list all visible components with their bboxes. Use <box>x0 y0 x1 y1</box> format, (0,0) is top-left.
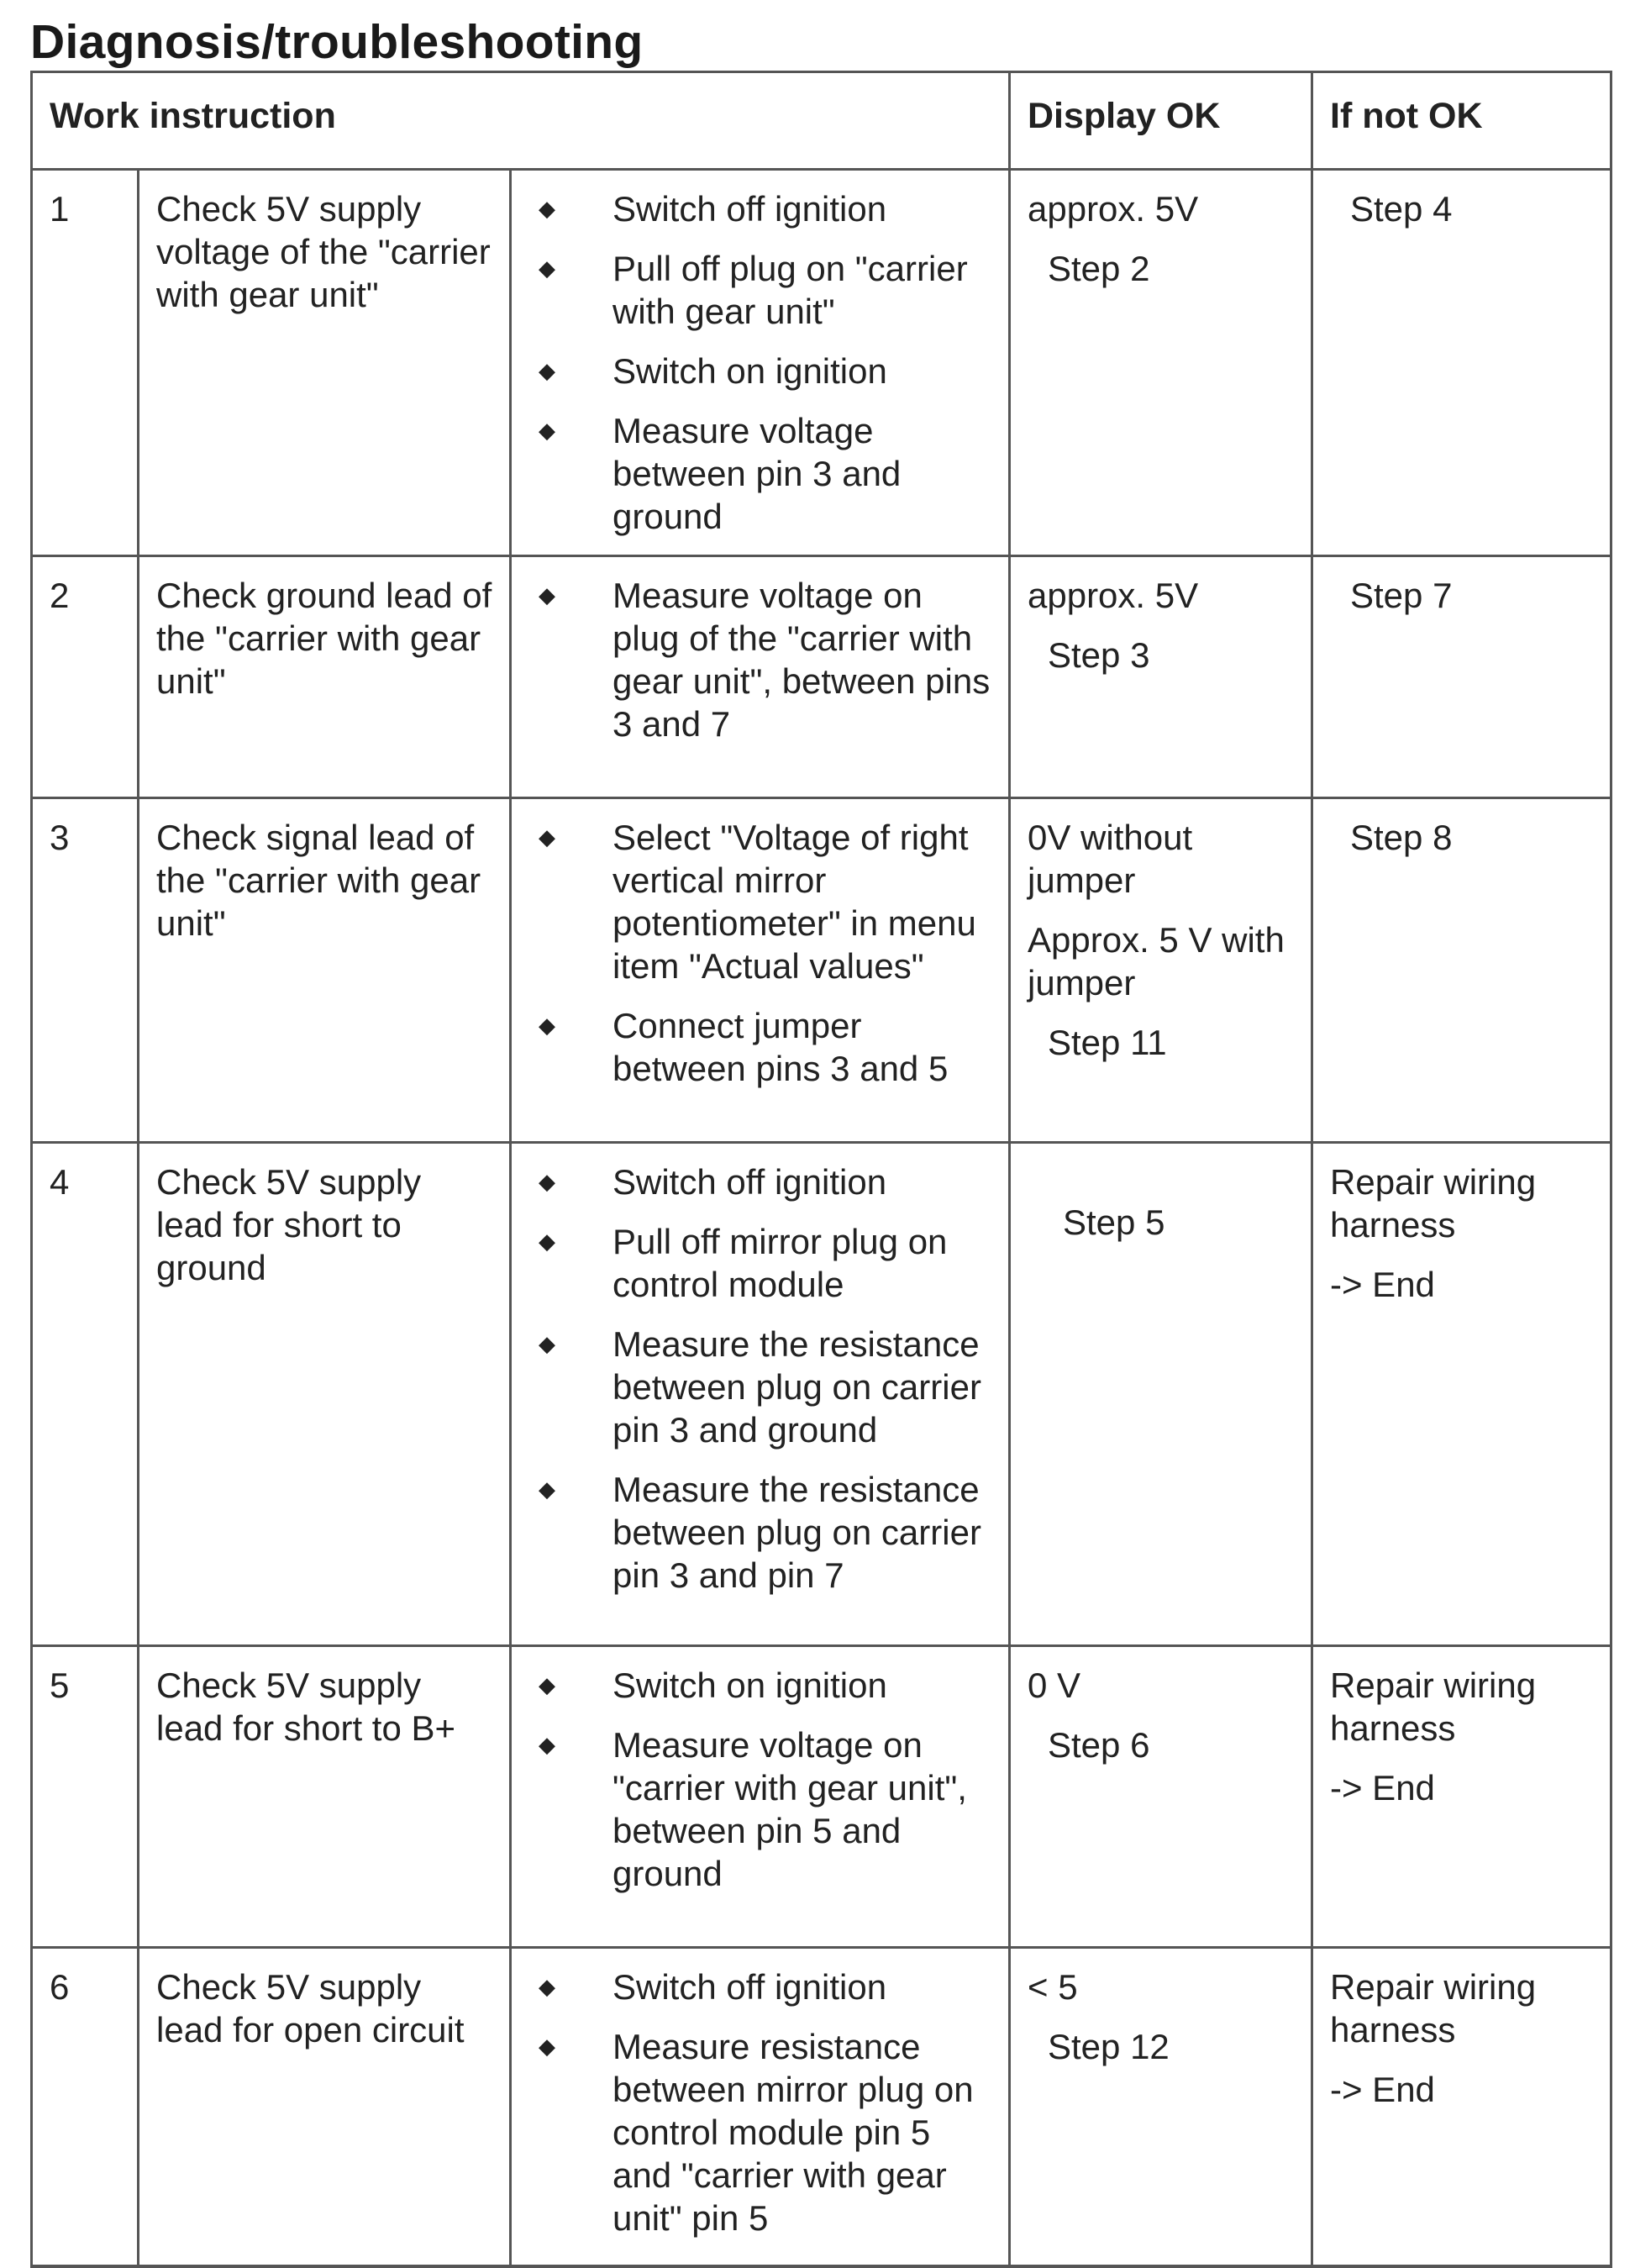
procedure-item <box>520 1723 996 1895</box>
display-ok-cell <box>1010 798 1312 1143</box>
display-ok-value: Approx. 5 V with jumper <box>1028 920 1285 1002</box>
bullet-icon: ◆ <box>539 1169 555 1194</box>
step-number: 4 <box>32 1143 139 1646</box>
procedure-item <box>520 816 996 987</box>
if-not-ok-cell <box>1312 798 1611 1143</box>
procedure-cell <box>511 1948 1010 2267</box>
page-title: Diagnosis/troubleshooting <box>30 15 644 69</box>
if-not-ok-cell <box>1312 1948 1611 2267</box>
check-description: Check 5V supply lead for short to B+ <box>139 1646 511 1948</box>
procedure-cell <box>511 556 1010 798</box>
procedure-text: Pull off mirror plug on control module <box>612 1222 948 1304</box>
procedure-item <box>520 1664 996 1707</box>
procedure-text: Switch off ignition <box>612 1162 887 1202</box>
procedure-list <box>520 574 996 745</box>
bullet-icon: ◆ <box>539 196 555 221</box>
bullet-icon: ◆ <box>539 1732 555 1757</box>
display-ok-cell <box>1010 1646 1312 1948</box>
procedure-text: Measure the resistance between plug on carrier pin 3 and ground <box>612 1324 981 1450</box>
if-not-ok-value: Repair wiring harness <box>1330 1967 1537 2050</box>
if-not-ok-value: Step 4 <box>1350 189 1453 229</box>
check-description: Check signal lead of the "carrier with gear unit" <box>139 798 511 1143</box>
table-row <box>32 556 1611 798</box>
table-row <box>32 170 1611 556</box>
if-not-ok-value: -> End <box>1330 1265 1435 1304</box>
if-not-ok-value: -> End <box>1330 1768 1435 1808</box>
display-ok-cell <box>1010 1143 1312 1646</box>
procedure-cell <box>511 170 1010 556</box>
if-not-ok-value: Repair wiring harness <box>1330 1665 1537 1748</box>
check-description: Check ground lead of the "carrier with gear unit" <box>139 556 511 798</box>
table-header-row <box>32 72 1611 170</box>
bullet-icon: ◆ <box>539 582 555 608</box>
procedure-text: Connect jumper between pins 3 and 5 <box>612 1006 949 1088</box>
bullet-icon: ◆ <box>539 2034 555 2059</box>
bullet-icon: ◆ <box>539 1974 555 1999</box>
if-not-ok-value: Step 7 <box>1350 576 1453 615</box>
procedure-item <box>520 1323 996 1451</box>
procedure-list <box>520 1160 996 1597</box>
procedure-list <box>520 1965 996 2239</box>
procedure-text: Switch off ignition <box>612 189 887 229</box>
bullet-icon: ◆ <box>539 1672 555 1697</box>
display-ok-value: approx. 5V <box>1028 189 1199 229</box>
procedure-cell <box>511 1646 1010 1948</box>
procedure-text: Measure voltage on plug of the "carrier with gear unit", between pins 3 and 7 <box>612 576 991 744</box>
step-number: 6 <box>32 1948 139 2267</box>
bullet-icon: ◆ <box>539 358 555 383</box>
if-not-ok-cell <box>1312 170 1611 556</box>
if-not-ok-cell <box>1312 1143 1611 1646</box>
ok-next-step: Step 11 <box>1048 1023 1167 1062</box>
procedure-list <box>520 187 996 538</box>
procedure-item <box>520 1004 996 1090</box>
step-number: 3 <box>32 798 139 1143</box>
header-if-not-ok: If not OK <box>1312 72 1611 170</box>
procedure-text: Pull off plug on "carrier with gear unit" <box>612 249 968 331</box>
procedure-item <box>520 350 996 392</box>
if-not-ok-cell <box>1312 556 1611 798</box>
bullet-icon: ◆ <box>539 1476 555 1502</box>
procedure-item <box>520 1220 996 1306</box>
procedure-list <box>520 816 996 1090</box>
step-number: 1 <box>32 170 139 556</box>
header-work-instruction: Work instruction <box>32 72 1010 170</box>
procedure-item <box>520 2025 996 2239</box>
ok-next-step: Step 2 <box>1048 249 1150 288</box>
bullet-icon: ◆ <box>539 255 555 281</box>
procedure-text: Measure voltage on "carrier with gear unit", between pin 5 and ground <box>612 1725 967 1893</box>
display-ok-cell <box>1010 556 1312 798</box>
bullet-icon: ◆ <box>539 1331 555 1356</box>
check-description: Check 5V supply voltage of the "carrier with gear unit" <box>139 170 511 556</box>
procedure-text: Select "Voltage of right vertical mirror potentiometer" in menu item "Actual values" <box>612 818 976 986</box>
if-not-ok-value: Step 8 <box>1350 818 1453 857</box>
procedure-cell <box>511 798 1010 1143</box>
procedure-text: Switch off ignition <box>612 1967 887 2007</box>
procedure-list <box>520 1664 996 1895</box>
check-description: Check 5V supply lead for open circuit <box>139 1948 511 2267</box>
table-row <box>32 1646 1611 1948</box>
procedure-item <box>520 1468 996 1597</box>
bullet-icon: ◆ <box>539 1229 555 1254</box>
bullet-icon: ◆ <box>539 1013 555 1038</box>
display-ok-value: 0V without jumper <box>1028 818 1193 900</box>
ok-next-step: Step 6 <box>1048 1725 1150 1765</box>
procedure-cell <box>511 1143 1010 1646</box>
display-ok-cell <box>1010 1948 1312 2267</box>
display-ok-cell <box>1010 170 1312 556</box>
procedure-item <box>520 574 996 745</box>
table-row <box>32 1143 1611 1646</box>
step-number: 5 <box>32 1646 139 1948</box>
display-ok-value: < 5 <box>1028 1967 1078 2007</box>
procedure-text: Measure resistance between mirror plug on control module pin 5 and "carrier with gear unit" pin 5 <box>612 2027 974 2238</box>
if-not-ok-value: -> End <box>1330 2070 1435 2109</box>
ok-next-step: Step 12 <box>1048 2027 1170 2066</box>
step-number: 2 <box>32 556 139 798</box>
procedure-item <box>520 187 996 230</box>
bullet-icon: ◆ <box>539 418 555 443</box>
if-not-ok-cell <box>1312 1646 1611 1948</box>
header-display-ok: Display OK <box>1010 72 1312 170</box>
procedure-text: Measure the resistance between plug on carrier pin 3 and pin 7 <box>612 1470 981 1595</box>
procedure-text: Switch on ignition <box>612 351 887 391</box>
if-not-ok-value: Repair wiring harness <box>1330 1162 1537 1245</box>
bullet-icon: ◆ <box>539 824 555 850</box>
troubleshooting-table <box>30 71 1612 2268</box>
procedure-item <box>520 1160 996 1203</box>
procedure-item <box>520 409 996 538</box>
display-ok-value: approx. 5V <box>1028 576 1199 615</box>
ok-next-step: Step 5 <box>1063 1202 1165 1242</box>
ok-next-step: Step 3 <box>1048 635 1150 675</box>
procedure-item <box>520 1965 996 2008</box>
table-row <box>32 798 1611 1143</box>
procedure-text: Switch on ignition <box>612 1665 887 1705</box>
procedure-text: Measure voltage between pin 3 and ground <box>612 411 902 536</box>
display-ok-value: 0 V <box>1028 1665 1081 1705</box>
table-row <box>32 1948 1611 2267</box>
check-description: Check 5V supply lead for short to ground <box>139 1143 511 1646</box>
procedure-item <box>520 247 996 333</box>
